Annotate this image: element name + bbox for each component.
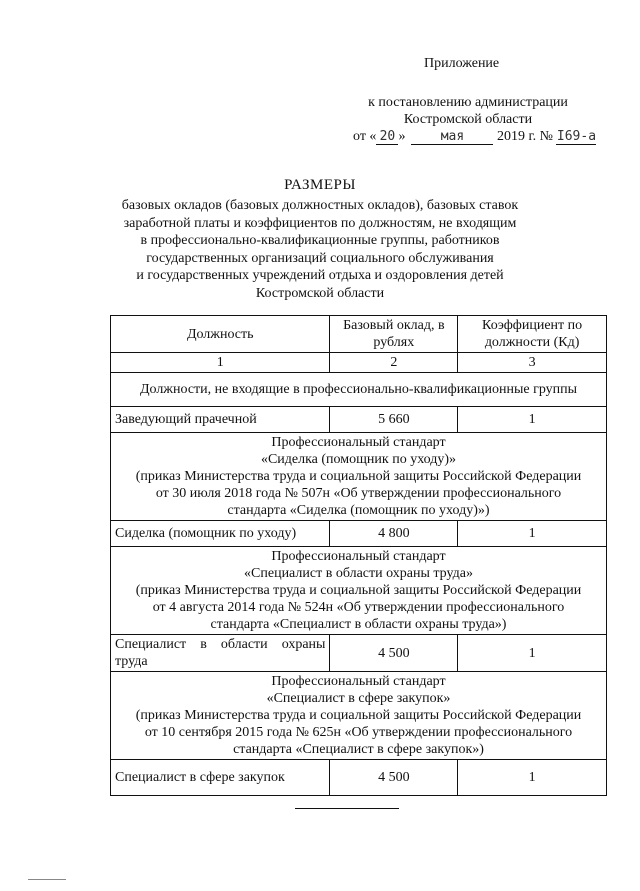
coefficient-value: 1 — [458, 407, 607, 433]
table-numbering-row — [111, 353, 607, 373]
coefficient-value: 1 — [458, 760, 607, 796]
salary-value: 4 800 — [330, 521, 458, 547]
standard-line: (приказ Министерства труда и социальной защиты Российской Федерации — [135, 469, 582, 484]
section-row — [111, 373, 607, 407]
page-mark — [28, 879, 66, 880]
standard-row — [111, 547, 607, 635]
professional-standard — [111, 433, 607, 521]
standard-line: (приказ Министерства труда и социальной защиты Российской Федерации — [135, 708, 582, 723]
table-row — [111, 760, 607, 796]
date-day: 20 — [376, 129, 398, 145]
header-salary: Базовый оклад, в рублях — [330, 316, 458, 353]
closing-rule — [295, 808, 399, 809]
document-title: РАЗМЕРЫ — [284, 177, 356, 193]
standard-row — [111, 672, 607, 760]
coefficient-value: 1 — [458, 635, 607, 672]
standard-line: от 4 августа 2014 года № 524н «Об утверждении профессионального — [152, 600, 565, 615]
decree-line-1: к постановлению администрации — [368, 95, 568, 110]
table-row — [111, 407, 607, 433]
position-name: Специалист в области охраны труда — [111, 635, 330, 672]
position-name: Специалист в сфере закупок — [111, 760, 330, 796]
salary-value: 4 500 — [330, 760, 458, 796]
standard-line: «Сиделка (помощник по уходу)» — [260, 452, 457, 467]
standard-line: Профессиональный стандарт — [271, 549, 446, 564]
subtitle-line: в профессионально-квалификационные группы, работников — [140, 233, 500, 248]
position-name: Сиделка (помощник по уходу) — [111, 521, 330, 547]
coefficient-value: 1 — [458, 521, 607, 547]
salary-table — [110, 315, 607, 796]
salary-value: 4 500 — [330, 635, 458, 672]
decree-date-line — [353, 129, 596, 145]
subtitle-line: и государственных учреждений отдыха и оздоровления детей — [136, 268, 504, 283]
decree-line-2: Костромской области — [403, 112, 533, 127]
date-month: мая — [411, 129, 493, 145]
standard-line: «Специалист в сфере закупок» — [266, 691, 451, 706]
section-general-title: Должности, не входящие в профессионально-квалификационные группы — [111, 373, 607, 407]
standard-row — [111, 433, 607, 521]
column-number: 2 — [330, 353, 458, 373]
professional-standard — [111, 672, 607, 760]
table-header-row — [111, 316, 607, 353]
standard-line: стандарта «Сиделка (помощник по уходу)») — [227, 503, 490, 518]
standard-line: от 30 июля 2018 года № 507н «Об утверждении профессионального — [155, 486, 562, 501]
appendix-label: Приложение — [424, 56, 500, 71]
subtitle-line: базовых окладов (базовых должностных окладов), базовых ставок — [121, 198, 519, 213]
table-row — [111, 521, 607, 547]
subtitle-line: государственных организаций социального обслуживания — [146, 250, 494, 266]
salary-value: 5 660 — [330, 407, 458, 433]
document-subtitle — [100, 197, 540, 302]
table-row — [111, 635, 607, 672]
decree-number: I69-а — [556, 129, 597, 144]
standard-line: «Специалист в области охраны труда» — [244, 566, 473, 581]
standard-line: (приказ Министерства труда и социальной защиты Российской Федерации — [135, 583, 582, 598]
column-number: 1 — [111, 353, 330, 373]
date-mid: » — [398, 129, 406, 144]
position-name: Заведующий прачечной — [111, 407, 330, 433]
subtitle-line: Костромской области — [255, 285, 385, 301]
date-year: 2019 г. № — [496, 129, 553, 144]
standard-line: от 10 сентября 2015 года № 625н «Об утверждении профессионального — [144, 725, 573, 740]
decree-reference — [362, 94, 574, 128]
standard-line: Профессиональный стандарт — [271, 674, 446, 689]
professional-standard — [111, 547, 607, 635]
standard-line: стандарта «Специалист в сфере закупок») — [233, 742, 484, 757]
subtitle-line: заработной платы и коэффициентов по должностям, не входящим — [123, 215, 517, 231]
date-prefix: от « — [353, 129, 377, 144]
standard-line: Профессиональный стандарт — [271, 435, 446, 450]
header-position: Должность — [111, 316, 330, 353]
header-coefficient: Коэффициент по должности (Кд) — [458, 316, 607, 353]
column-number: 3 — [458, 353, 607, 373]
standard-line: стандарта «Специалист в области охраны труда») — [210, 617, 507, 632]
